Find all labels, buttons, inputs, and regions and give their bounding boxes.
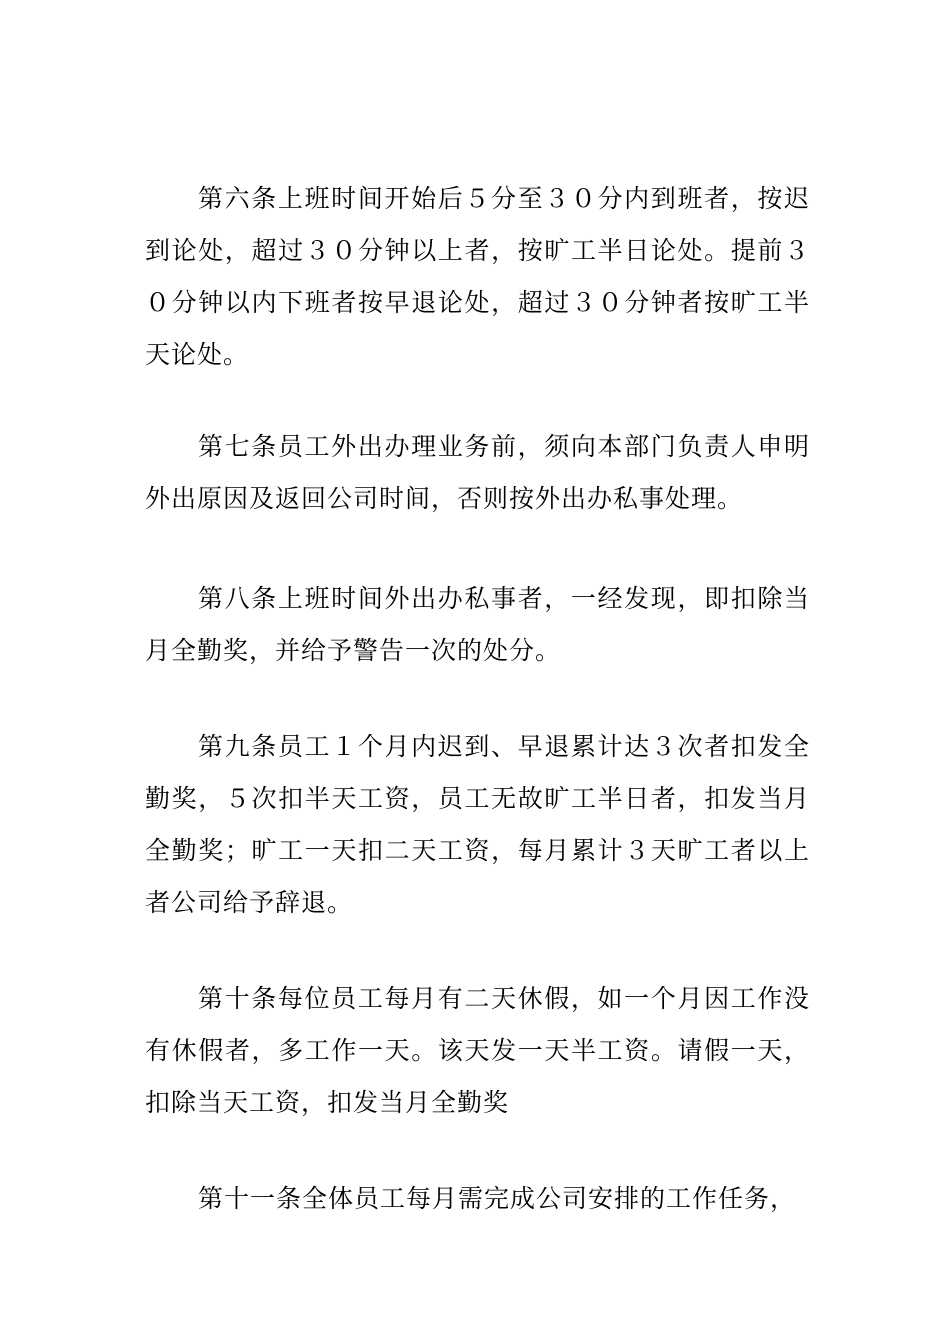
article-9-paragraph: 第九条员工１个月内迟到、早退累计达３次者扣发全勤奖，５次扣半天工资，员工无故旷工半日者，扣发当月全勤奖；旷工一天扣二天工资，每月累计３天旷工者以上者公司给予辞退。: [145, 732, 810, 917]
article-7-paragraph: 第七条员工外出办理业务前，须向本部门负责人申明外出原因及返回公司时间，否则按外出办私事处理。: [145, 432, 810, 513]
article-6-paragraph: 第六条上班时间开始后５分至３０分内到班者，按迟到论处，超过３０分钟以上者，按旷工半日论处。提前３０分钟以内下班者按早退论处，超过３０分钟者按旷工半天论处。: [145, 184, 810, 369]
article-10-paragraph: 第十条每位员工每月有二天休假，如一个月因工作没有休假者，多工作一天。该天发一天半工资。请假一天，扣除当天工资，扣发当月全勤奖: [145, 984, 810, 1117]
article-8-paragraph: 第八条上班时间外出办私事者，一经发现，即扣除当月全勤奖，并给予警告一次的处分。: [145, 584, 810, 665]
article-11-paragraph: 第十一条全体员工每月需完成公司安排的工作任务，: [198, 1184, 797, 1213]
